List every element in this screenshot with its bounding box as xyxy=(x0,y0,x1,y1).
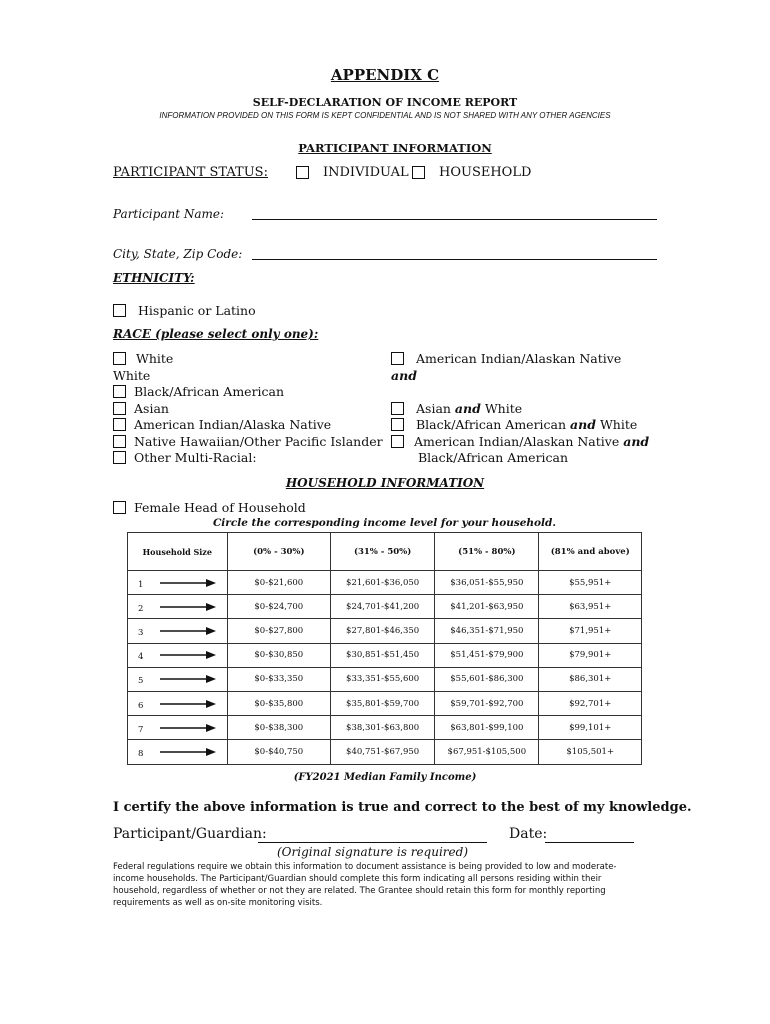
header-51-80: (51% - 80%) xyxy=(435,533,539,571)
ai-white-and: and xyxy=(391,367,417,383)
table-row xyxy=(128,691,642,715)
cell-band-0-30[interactable]: $0-$40,750 xyxy=(227,740,330,764)
cell-band-31-50[interactable]: $33,351-$55,600 xyxy=(331,667,435,691)
race-right-spacer xyxy=(391,384,651,401)
cell-band-51-80[interactable]: $51,451-$79,900 xyxy=(435,643,539,667)
income-table-header xyxy=(128,533,642,571)
black-label: Black/African American xyxy=(134,384,285,399)
multi-racial-checkbox[interactable] xyxy=(113,451,126,464)
asian-white-and: and xyxy=(454,400,481,416)
participant-section-title: PARTICIPANT INFORMATION xyxy=(298,141,492,155)
native-hawaiian-checkbox[interactable] xyxy=(113,435,126,448)
cell-band-51-80[interactable]: $67,951-$105,500 xyxy=(435,740,539,764)
arrow-right-icon xyxy=(160,578,216,588)
cell-band-31-50[interactable]: $40,751-$67,950 xyxy=(331,740,435,764)
race-american-indian xyxy=(113,417,383,434)
race-right-column xyxy=(391,351,651,467)
cell-size xyxy=(128,643,228,667)
income-table xyxy=(127,532,642,765)
individual-checkbox[interactable] xyxy=(296,166,309,179)
race-multi-racial xyxy=(113,450,383,467)
table-row xyxy=(128,619,642,643)
household-size-value: 5 xyxy=(138,676,144,687)
race-white xyxy=(113,351,383,368)
participant-name-field[interactable] xyxy=(252,219,657,220)
header-81-above: (81% and above) xyxy=(539,533,642,571)
cell-band-0-30[interactable]: $0-$24,700 xyxy=(227,595,330,619)
cell-size xyxy=(128,571,228,595)
american-indian-checkbox[interactable] xyxy=(113,418,126,431)
hispanic-checkbox[interactable] xyxy=(113,304,126,317)
household-checkbox[interactable] xyxy=(412,166,425,179)
circle-instruction: Circle the corresponding income level for your household. xyxy=(212,517,557,529)
asian-white-label: Asian xyxy=(416,400,455,416)
hispanic-option xyxy=(113,303,256,320)
american-indian-label: American Indian/Alaska Native xyxy=(134,417,332,432)
household-size-value: 7 xyxy=(138,724,144,735)
race-ai-black xyxy=(391,434,651,451)
date-field[interactable] xyxy=(545,842,634,843)
race-ai-black-cont: Black/African American xyxy=(418,450,569,465)
ai-black-and: and xyxy=(623,433,650,449)
cell-band-51-80[interactable]: $63,801-$99,100 xyxy=(435,716,539,740)
cell-size xyxy=(128,716,228,740)
cell-band-81-above[interactable]: $55,951+ xyxy=(539,571,642,595)
address-label: City, State, Zip Code: xyxy=(113,247,243,261)
cell-band-81-above[interactable]: $86,301+ xyxy=(539,667,642,691)
cell-band-0-30[interactable]: $0-$27,800 xyxy=(227,619,330,643)
confidentiality-notice: INFORMATION PROVIDED ON THIS FORM IS KEPT CONFIDENTIAL AND IS NOT SHARED WITH ANY OTHER AGENCIES xyxy=(159,111,611,120)
household-size-value: 2 xyxy=(138,603,144,614)
white-label: White xyxy=(136,351,174,366)
form-subtitle: SELF-DECLARATION OF INCOME REPORT xyxy=(252,96,518,109)
cell-band-51-80[interactable]: $46,351-$71,950 xyxy=(435,619,539,643)
arrow-right-icon xyxy=(160,674,216,684)
asian-label: Asian xyxy=(134,400,169,416)
cell-band-51-80[interactable]: $59,701-$92,700 xyxy=(435,691,539,715)
cell-size xyxy=(128,619,228,643)
header-31-50: (31% - 50%) xyxy=(331,533,435,571)
household-size-value: 8 xyxy=(138,748,144,759)
ai-white-checkbox[interactable] xyxy=(391,352,404,365)
cell-size xyxy=(128,691,228,715)
household-label: HOUSEHOLD xyxy=(439,165,532,180)
cell-band-31-50[interactable]: $21,601-$36,050 xyxy=(331,571,435,595)
race-ai-white xyxy=(391,351,651,384)
arrow-right-icon xyxy=(160,699,216,709)
arrow-right-icon xyxy=(160,650,216,660)
header-household-size: Household Size xyxy=(128,533,228,571)
cell-size xyxy=(128,667,228,691)
table-row xyxy=(128,716,642,740)
table-row xyxy=(128,740,642,764)
race-black xyxy=(113,384,383,401)
race-left-column xyxy=(113,351,383,467)
cell-band-0-30[interactable]: $0-$33,350 xyxy=(227,667,330,691)
black-white-and: and xyxy=(570,417,596,432)
cell-band-0-30[interactable]: $0-$30,850 xyxy=(227,643,330,667)
cell-band-31-50[interactable]: $35,801-$59,700 xyxy=(331,691,435,715)
cell-band-81-above[interactable]: $71,951+ xyxy=(539,619,642,643)
date-label: Date: xyxy=(509,826,548,842)
ai-black-checkbox[interactable] xyxy=(391,435,404,448)
cell-size xyxy=(128,740,228,764)
asian-checkbox[interactable] xyxy=(113,402,126,415)
participant-status-label: PARTICIPANT STATUS: xyxy=(113,165,268,180)
header-0-30: (0% - 30%) xyxy=(227,533,330,571)
household-size-value: 1 xyxy=(138,579,144,590)
fine-print: Federal regulations require we obtain this information to document assistance is being provided to low and moderate-income households. The Participant/Guardian should complete this form indicating all persons residing within their household, regardless of whether or not they are related. The Grantee should retain this form for monthly reporting requirements as well as on-site monitoring visits. xyxy=(113,862,617,908)
household-size-value: 3 xyxy=(138,627,144,638)
black-white-label: Black/African American xyxy=(416,417,571,432)
income-table-body xyxy=(128,571,642,765)
signature-field[interactable] xyxy=(258,842,487,843)
arrow-right-icon xyxy=(160,626,216,636)
race-white-cont: White xyxy=(113,367,151,383)
cell-band-81-above[interactable]: $79,901+ xyxy=(539,643,642,667)
race-asian xyxy=(113,401,383,418)
female-head-checkbox[interactable] xyxy=(113,501,126,514)
arrow-right-icon xyxy=(160,723,216,733)
cell-band-31-50[interactable]: $30,851-$51,450 xyxy=(331,643,435,667)
form-title: APPENDIX C xyxy=(330,66,440,84)
cell-band-51-80[interactable]: $36,051-$55,950 xyxy=(435,571,539,595)
black-white-checkbox[interactable] xyxy=(391,418,404,431)
individual-label: INDIVIDUAL xyxy=(323,165,409,180)
cell-band-0-30[interactable]: $0-$35,800 xyxy=(227,691,330,715)
race-asian-white xyxy=(391,401,651,418)
address-field[interactable] xyxy=(252,259,657,260)
hispanic-label: Hispanic or Latino xyxy=(138,303,256,318)
cell-band-31-50[interactable]: $38,301-$63,800 xyxy=(331,716,435,740)
income-footnote: (FY2021 Median Family Income) xyxy=(293,772,477,783)
ethnicity-title: ETHNICITY: xyxy=(113,271,195,285)
cell-band-81-above[interactable]: $105,501+ xyxy=(539,740,642,764)
native-hawaiian-label: Native Hawaiian/Other Pacific Islander xyxy=(134,433,383,449)
asian-white-suffix: White xyxy=(480,400,523,416)
female-head-label: Female Head of Household xyxy=(134,500,306,515)
cell-band-51-80[interactable]: $55,601-$86,300 xyxy=(435,667,539,691)
multi-racial-label: Other Multi-Racial: xyxy=(134,450,257,465)
ai-black-label: American Indian/Alaskan Native xyxy=(414,433,624,449)
black-white-suffix: White xyxy=(595,417,638,432)
arrow-right-icon xyxy=(160,747,216,757)
table-row xyxy=(128,643,642,667)
cell-band-0-30[interactable]: $0-$21,600 xyxy=(227,571,330,595)
race-native-hawaiian xyxy=(113,434,383,451)
race-title: RACE (please select only one): xyxy=(113,327,319,341)
cell-band-81-above[interactable]: $92,701+ xyxy=(539,691,642,715)
household-section-title: HOUSEHOLD INFORMATION xyxy=(285,476,485,490)
black-checkbox[interactable] xyxy=(113,385,126,398)
participant-name-label: Participant Name: xyxy=(113,207,225,221)
race-black-white xyxy=(391,417,651,434)
cell-band-81-above[interactable]: $99,101+ xyxy=(539,716,642,740)
table-row xyxy=(128,595,642,619)
household-size-value: 4 xyxy=(138,652,144,663)
ai-white-label: American Indian/Alaskan Native xyxy=(416,351,622,366)
arrow-right-icon xyxy=(160,602,216,612)
female-head-option xyxy=(113,500,306,517)
cell-band-81-above[interactable]: $63,951+ xyxy=(539,595,642,619)
household-size-value: 6 xyxy=(138,700,144,711)
asian-white-checkbox[interactable] xyxy=(391,402,404,415)
cell-band-51-80[interactable]: $41,201-$63,950 xyxy=(435,595,539,619)
cell-band-31-50[interactable]: $24,701-$41,200 xyxy=(331,595,435,619)
certification-statement: I certify the above information is true and correct to the best of my knowledge. xyxy=(113,800,692,815)
white-checkbox[interactable] xyxy=(113,352,126,365)
cell-size xyxy=(128,595,228,619)
cell-band-31-50[interactable]: $27,801-$46,350 xyxy=(331,619,435,643)
signature-note: (Original signature is required) xyxy=(276,845,468,859)
signer-label: Participant/Guardian: xyxy=(113,826,267,842)
table-row xyxy=(128,571,642,595)
cell-band-0-30[interactable]: $0-$38,300 xyxy=(227,716,330,740)
table-row xyxy=(128,667,642,691)
